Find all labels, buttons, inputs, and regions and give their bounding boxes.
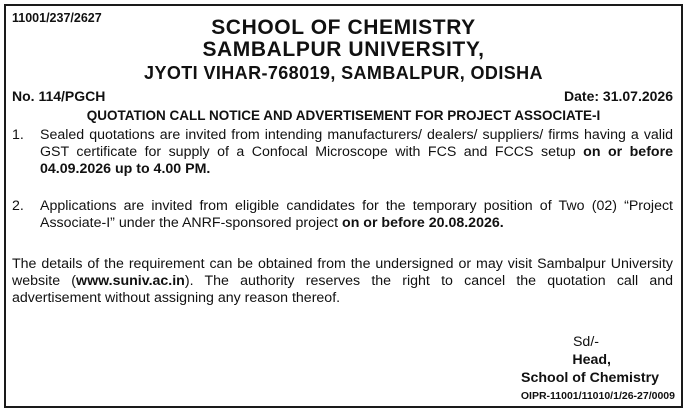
item-body: Applications are invited from eligible candidates for the temporary position of Two (02) “Project Associate-I” under the ANRF-sponsored project [40, 198, 673, 231]
signature-sd: Sd/- [572, 334, 599, 350]
details-text: The details of the requirement can be obtained from the undersigned or may visit Sambalpur University website ( [12, 256, 673, 289]
institution-name: SCHOOL OF CHEMISTRY [211, 16, 476, 39]
notice-number: No. 114/PGCH [12, 88, 106, 104]
website-link: www.suniv.ac.in [76, 273, 185, 289]
item-body: Sealed quotations are invited from intending manufacturers/ dealers/ suppliers/ firms having a valid GST certificate for supply of a Confocal Microscope with FCS and FCCS setup [40, 127, 673, 160]
item-number: 2. [12, 198, 24, 214]
notice-box [4, 4, 683, 408]
university-name: SAMBALPUR UNIVERSITY, [202, 38, 485, 61]
item-text [40, 198, 673, 232]
item-text [40, 127, 673, 178]
details-paragraph [12, 256, 673, 307]
item-deadline: on or before 20.08.2026. [342, 215, 504, 231]
reference-code: 11001/237/2627 [12, 11, 102, 25]
item-deadline: on or before 04.09.2026 up to 4.00 PM. [40, 144, 673, 177]
oipr-code: OIPR-11001/11010/1/26-27/0009 [520, 390, 675, 402]
signatory-title: Head, [572, 352, 611, 368]
details-text-end: ). The authority reserves the right to cancel the quotation call and advertisement without assigning any reason thereof. [12, 273, 673, 306]
notice-date: Date: 31.07.2026 [564, 88, 673, 104]
item-number: 1. [12, 127, 24, 143]
signatory-department: School of Chemistry [521, 370, 659, 386]
address: JYOTI VIHAR-768019, SAMBALPUR, ODISHA [144, 63, 543, 83]
notice-subject: QUOTATION CALL NOTICE AND ADVERTISEMENT FOR PROJECT ASSOCIATE-I [86, 108, 601, 123]
list-item [12, 198, 673, 232]
list-item [12, 127, 673, 178]
